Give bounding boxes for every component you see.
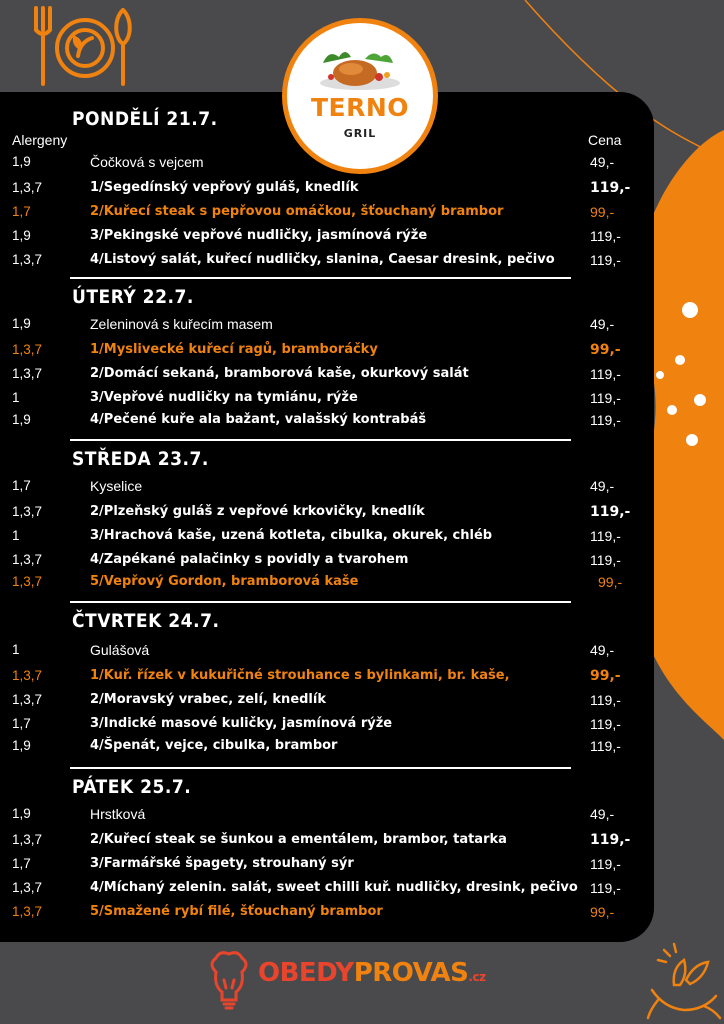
dish-name: 2/Moravský vrabec, zelí, knedlík — [90, 692, 326, 707]
day-title: ČTVRTEK 24.7. — [72, 610, 220, 632]
price: 99,- — [590, 668, 621, 684]
soup-name: Zeleninová s kuřecím masem — [90, 316, 273, 332]
menu-item — [0, 178, 654, 200]
dish-name: 3/Indické masové kuličky, jasmínová rýže — [90, 716, 393, 731]
dish-name: 1/Kuř. řízek v kukuřičné strouhance s bylinkami, br. kaše, — [90, 668, 510, 683]
allergens: 1,3,7 — [12, 832, 43, 847]
section-divider — [70, 439, 571, 441]
allergens: 1,3,7 — [12, 880, 43, 895]
soup-name: Gulášová — [90, 642, 150, 658]
allergens: 1,3,7 — [12, 366, 43, 381]
allergens: 1,9 — [12, 738, 31, 753]
dish-name: 4/Míchaný zelenin. salát, sweet chilli kuř. nudličky, dresink, pečivo — [90, 880, 578, 895]
allergens: 1,7 — [12, 478, 31, 493]
day-title: ÚTERÝ 22.7. — [72, 286, 194, 308]
menu-item — [0, 340, 654, 362]
allergens: 1,9 — [12, 154, 31, 169]
menu-item — [0, 666, 654, 688]
footer-brand-part1: OBEDY — [258, 958, 354, 988]
allergens: 1,3,7 — [12, 504, 43, 519]
menu-item — [0, 572, 654, 594]
section-divider — [70, 277, 571, 279]
menu-item — [0, 640, 654, 662]
allergens: 1 — [12, 528, 20, 543]
menu-item — [0, 854, 654, 876]
price: 119,- — [590, 228, 621, 244]
dish-name: 3/Vepřové nudličky na tymiánu, rýže — [90, 390, 358, 405]
menu-item — [0, 736, 654, 758]
dish-name: 2/Plzeňský guláš z vepřové krkovičky, knedlík — [90, 504, 425, 519]
menu-item — [0, 830, 654, 852]
allergens: 1,7 — [12, 856, 31, 871]
menu-item — [0, 476, 654, 498]
price: 49,- — [590, 154, 615, 170]
price: 119,- — [590, 504, 631, 520]
dish-name: 1/Segedínský vepřový guláš, knedlík — [90, 180, 359, 195]
footer-brand — [258, 958, 486, 988]
price: 119,- — [590, 552, 621, 568]
price: 99,- — [590, 904, 615, 920]
menu-item — [0, 250, 654, 272]
price: 119,- — [590, 252, 621, 268]
section-divider — [70, 601, 571, 603]
dish-name: 1/Myslivecké kuřecí ragů, bramboráčky — [90, 342, 378, 357]
price: 99,- — [598, 574, 623, 590]
dish-name: 3/Farmářské špagety, strouhaný sýr — [90, 856, 354, 871]
menu-item — [0, 202, 654, 224]
footer-brand-tld: .cz — [468, 970, 486, 984]
dish-name: 5/Smažené rybí filé, šťouchaný brambor — [90, 904, 383, 919]
menu-item — [0, 714, 654, 736]
price: 119,- — [590, 366, 621, 382]
price: 119,- — [590, 716, 621, 732]
dish-name: 5/Vepřový Gordon, bramborová kaše — [90, 574, 359, 589]
price: 119,- — [590, 856, 621, 872]
day-title: PONDĚLÍ 21.7. — [72, 108, 218, 130]
menu-item — [0, 690, 654, 712]
menu-item — [0, 526, 654, 548]
price: 119,- — [590, 692, 621, 708]
price: 49,- — [590, 806, 615, 822]
allergens: 1,9 — [12, 806, 31, 821]
menu-item — [0, 502, 654, 524]
allergens: 1 — [12, 642, 20, 657]
allergens: 1,9 — [12, 316, 31, 331]
serving-hands-icon — [644, 930, 724, 1020]
price: 119,- — [590, 832, 631, 848]
dish-name: 4/Listový salát, kuřecí nudličky, slanina, Caesar dresink, pečivo — [90, 252, 555, 267]
allergens: 1,3,7 — [12, 574, 43, 589]
allergens: 1,9 — [12, 412, 31, 427]
menu-item — [0, 388, 654, 410]
price: 119,- — [590, 180, 631, 196]
price-header: Cena — [588, 132, 622, 148]
chef-bulb-icon — [204, 950, 254, 1010]
menu-item — [0, 878, 654, 900]
footer-brand-part2: PROVAS — [353, 958, 469, 988]
price: 119,- — [590, 528, 621, 544]
dish-name: 2/Kuřecí steak s pepřovou omáčkou, šťouchaný brambor — [90, 204, 504, 219]
price: 119,- — [590, 738, 621, 754]
price: 49,- — [590, 478, 615, 494]
day-title: PÁTEK 25.7. — [72, 776, 192, 798]
brand-subtitle: GRIL — [343, 127, 377, 140]
price: 99,- — [590, 204, 615, 220]
menu-item — [0, 902, 654, 924]
soup-name: Hrstková — [90, 806, 146, 822]
price: 49,- — [590, 316, 615, 332]
allergens: 1,9 — [12, 228, 31, 243]
allergens: 1,3,7 — [12, 180, 43, 195]
menu-item — [0, 410, 654, 432]
soup-name: Kyselice — [90, 478, 143, 494]
allergens: 1,7 — [12, 716, 31, 731]
section-divider — [70, 767, 571, 769]
price: 99,- — [590, 342, 621, 358]
plate-cutlery-icon — [28, 4, 138, 94]
menu-item — [0, 314, 654, 336]
price: 119,- — [590, 880, 621, 896]
dish-name: 4/Špenát, vejce, cibulka, brambor — [90, 738, 338, 753]
dish-name: 4/Zapékané palačinky s povidly a tvarohem — [90, 552, 409, 567]
allergens: 1,7 — [12, 204, 31, 219]
day-title: STŘEDA 23.7. — [72, 448, 209, 470]
dish-name: 2/Domácí sekaná, bramborová kaše, okurkový salát — [90, 366, 469, 381]
allergens: 1,3,7 — [12, 342, 43, 357]
menu-item — [0, 550, 654, 572]
roast-chicken-icon — [315, 43, 405, 93]
allergens: 1 — [12, 390, 20, 405]
allergens: 1,3,7 — [12, 552, 43, 567]
dish-name: 3/Pekingské vepřové nudličky, jasmínová rýže — [90, 228, 428, 243]
soup-name: Čočková s vejcem — [90, 154, 204, 170]
price: 49,- — [590, 642, 615, 658]
allergens: 1,3,7 — [12, 252, 43, 267]
brand-logo — [282, 18, 438, 174]
menu-item — [0, 804, 654, 826]
menu-item — [0, 226, 654, 248]
dish-name: 3/Hrachová kaše, uzená kotleta, cibulka, okurek, chléb — [90, 528, 493, 543]
brand-name: TERNO — [310, 93, 410, 122]
price: 119,- — [590, 390, 621, 406]
dish-name: 2/Kuřecí steak se šunkou a ementálem, brambor, tatarka — [90, 832, 507, 847]
price: 119,- — [590, 412, 621, 428]
menu-item — [0, 364, 654, 386]
allergens-header: Alergeny — [12, 132, 68, 148]
allergens: 1,3,7 — [12, 692, 43, 707]
allergens: 1,3,7 — [12, 904, 43, 919]
allergens: 1,3,7 — [12, 668, 43, 683]
dish-name: 4/Pečené kuře ala bažant, valašský kontrabáš — [90, 412, 427, 427]
